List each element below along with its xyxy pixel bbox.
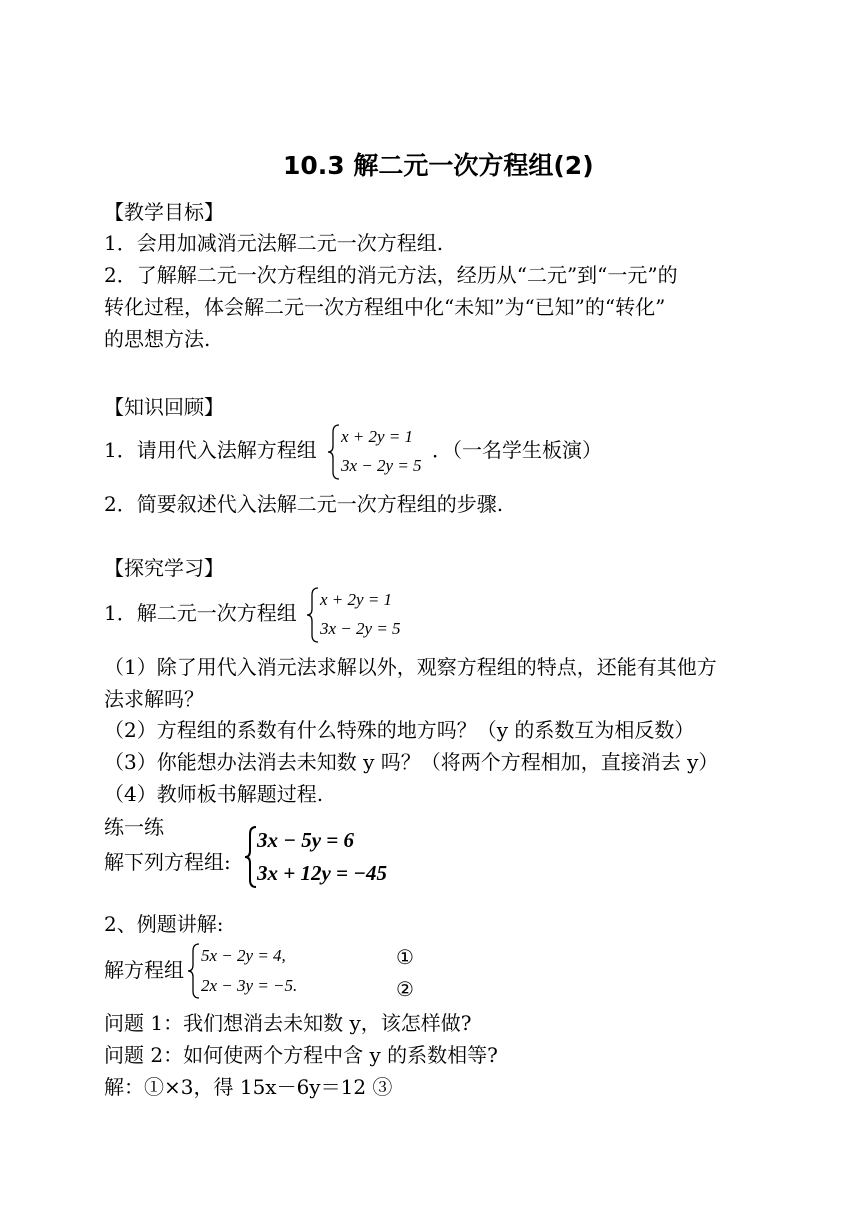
page-title: 10.3 解二元一次方程组(2) <box>283 151 594 180</box>
example-heading: 2、例题讲解: <box>104 912 224 936</box>
equation-marker-1: ① <box>396 945 414 969</box>
brace-icon <box>187 943 201 999</box>
review-equation-2: 3x − 2y = 5 <box>341 456 422 475</box>
example-question-2: 问题 2：如何使两个方程中含 y 的系数相等? <box>104 1043 498 1067</box>
practice-equation-1: 3x − 5y = 6 <box>257 828 355 852</box>
goals-item-1: 1．会用加减消元法解二元一次方程组. <box>104 231 444 255</box>
explore-heading: 【探究学习】 <box>104 556 224 580</box>
explore-equation-1: x + 2y = 1 <box>320 590 393 609</box>
explore-question-1-line-2: 法求解吗？ <box>104 687 204 711</box>
practice-label: 练一练 <box>104 815 164 839</box>
brace-icon <box>306 587 320 643</box>
review-item-1-prefix: 1．请用代入法解方程组 <box>104 438 317 462</box>
review-item-2: 2．简要叙述代入法解二元一次方程组的步骤. <box>104 492 504 516</box>
brace-icon <box>327 424 341 480</box>
brace-icon <box>244 826 258 888</box>
explore-equation-2: 3x − 2y = 5 <box>320 619 401 638</box>
goals-heading: 【教学目标】 <box>104 200 224 224</box>
example-question-1: 问题 1：我们想消去未知数 y，该怎样做? <box>104 1011 472 1035</box>
example-equation-2: 2x − 3y = −5. <box>201 976 298 995</box>
explore-question-2: （2）方程组的系数有什么特殊的地方吗？（y 的系数互为相反数） <box>104 718 695 742</box>
explore-question-1-line-1: （1）除了用代入消元法求解以外，观察方程组的特点，还能有其他方 <box>104 655 717 679</box>
review-equation-1: x + 2y = 1 <box>341 427 414 446</box>
example-equation-1: 5x − 2y = 4, <box>201 946 286 965</box>
explore-question-4: （4）教师板书解题过程. <box>104 782 324 806</box>
practice-prefix: 解下列方程组: <box>104 850 231 874</box>
goals-item-2-line-2: 转化过程，体会解二元一次方程组中化“未知”为“已知”的“转化” <box>104 295 666 319</box>
goals-item-2-line-1: 2．了解解二元一次方程组的消元方法，经历从“二元”到“一元”的 <box>104 263 678 287</box>
example-prefix: 解方程组 <box>104 958 184 982</box>
equation-marker-2: ② <box>396 977 414 1001</box>
practice-equation-2: 3x + 12y = −45 <box>257 861 387 885</box>
goals-item-2-line-3: 的思想方法. <box>104 327 211 351</box>
review-heading: 【知识回顾】 <box>104 395 224 419</box>
explore-question-3: （3）你能想办法消去未知数 y 吗？（将两个方程相加，直接消去 y） <box>104 750 719 774</box>
explore-item-1-prefix: 1．解二元一次方程组 <box>104 601 297 625</box>
review-item-1-suffix: ．（一名学生板演） <box>432 438 602 462</box>
example-solution: 解：①×3，得 15x－6y＝12 ③ <box>104 1075 393 1099</box>
